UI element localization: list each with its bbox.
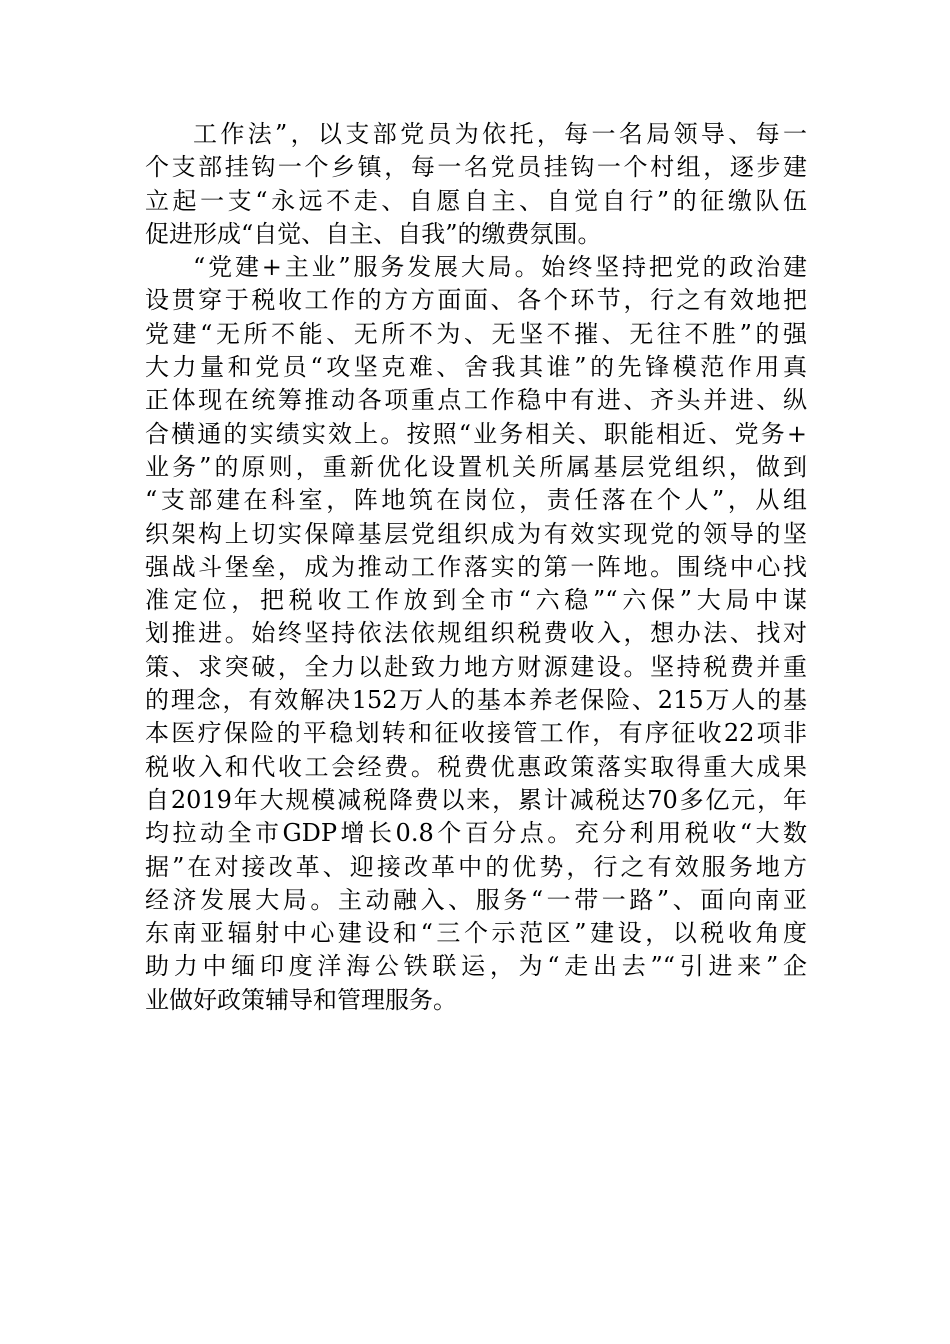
text-line: 业做好政策辅导和管理服务。: [145, 985, 457, 1014]
text-line: 助力中缅印度洋海公铁联运，为“走出去”“引进来”企: [145, 952, 807, 981]
paragraph-1: [145, 118, 807, 251]
text-line: 党建“无所不能、无所不为、无坚不摧、无往不胜”的强: [145, 319, 807, 348]
text-line: “支部建在科室，阵地筑在岗位，责任落在个人”，从组: [145, 486, 807, 515]
paragraph-2: [145, 251, 807, 1017]
text-line: 本医疗保险的平稳划转和征收接管工作，有序征收22项非: [145, 719, 807, 748]
text-line: 强战斗堡垒，成为推动工作落实的第一阵地。围绕中心找: [145, 552, 807, 581]
text-line: 东南亚辐射中心建设和“三个示范区”建设，以税收角度: [145, 919, 807, 948]
text-line: 业务”的原则，重新优化设置机关所属基层党组织，做到: [145, 452, 807, 481]
text-line: 促进形成“自觉、自主、自我”的缴费氛围。: [145, 219, 602, 248]
text-line: “党建+主业”服务发展大局。始终坚持把党的政治建: [193, 253, 807, 282]
text-line: 正体现在统筹推动各项重点工作稳中有进、齐头并进、纵: [145, 386, 807, 415]
text-line: 策、求突破，全力以赴致力地方财源建设。坚持税费并重: [145, 652, 807, 681]
text-line: 据”在对接改革、迎接改革中的优势，行之有效服务地方: [145, 852, 807, 881]
text-line: 税收入和代收工会经费。税费优惠政策落实取得重大成果: [145, 752, 807, 781]
text-line: 经济发展大局。主动融入、服务“一带一路”、面向南亚: [145, 885, 807, 914]
text-line: 工作法”，以支部党员为依托，每一名局领导、每一: [193, 120, 807, 148]
text-line: 立起一支“永远不走、自愿自主、自觉自行”的征缴队伍: [145, 186, 807, 215]
text-line: 的理念，有效解决152万人的基本养老保险、215万人的基: [145, 686, 807, 715]
document-page: [145, 118, 807, 1017]
text-line: 织架构上切实保障基层党组织成为有效实现党的领导的坚: [145, 519, 807, 548]
text-line: 自2019年大规模减税降费以来，累计减税达70多亿元，年: [145, 785, 807, 814]
text-line: 合横通的实绩实效上。按照“业务相关、职能相近、党务+: [145, 419, 807, 448]
text-line: 准定位，把税收工作放到全市“六稳”“六保”大局中谋: [145, 586, 807, 615]
text-line: 大力量和党员“攻坚克难、舍我其谁”的先锋模范作用真: [145, 353, 807, 382]
text-line: 划推进。始终坚持依法依规组织税费收入，想办法、找对: [145, 619, 807, 648]
text-line: 均拉动全市GDP增长0.8个百分点。充分利用税收“大数: [145, 819, 807, 848]
text-line: 设贯穿于税收工作的方方面面、各个环节，行之有效地把: [145, 286, 807, 315]
text-line: 个支部挂钩一个乡镇，每一名党员挂钩一个村组，逐步建: [145, 153, 807, 182]
